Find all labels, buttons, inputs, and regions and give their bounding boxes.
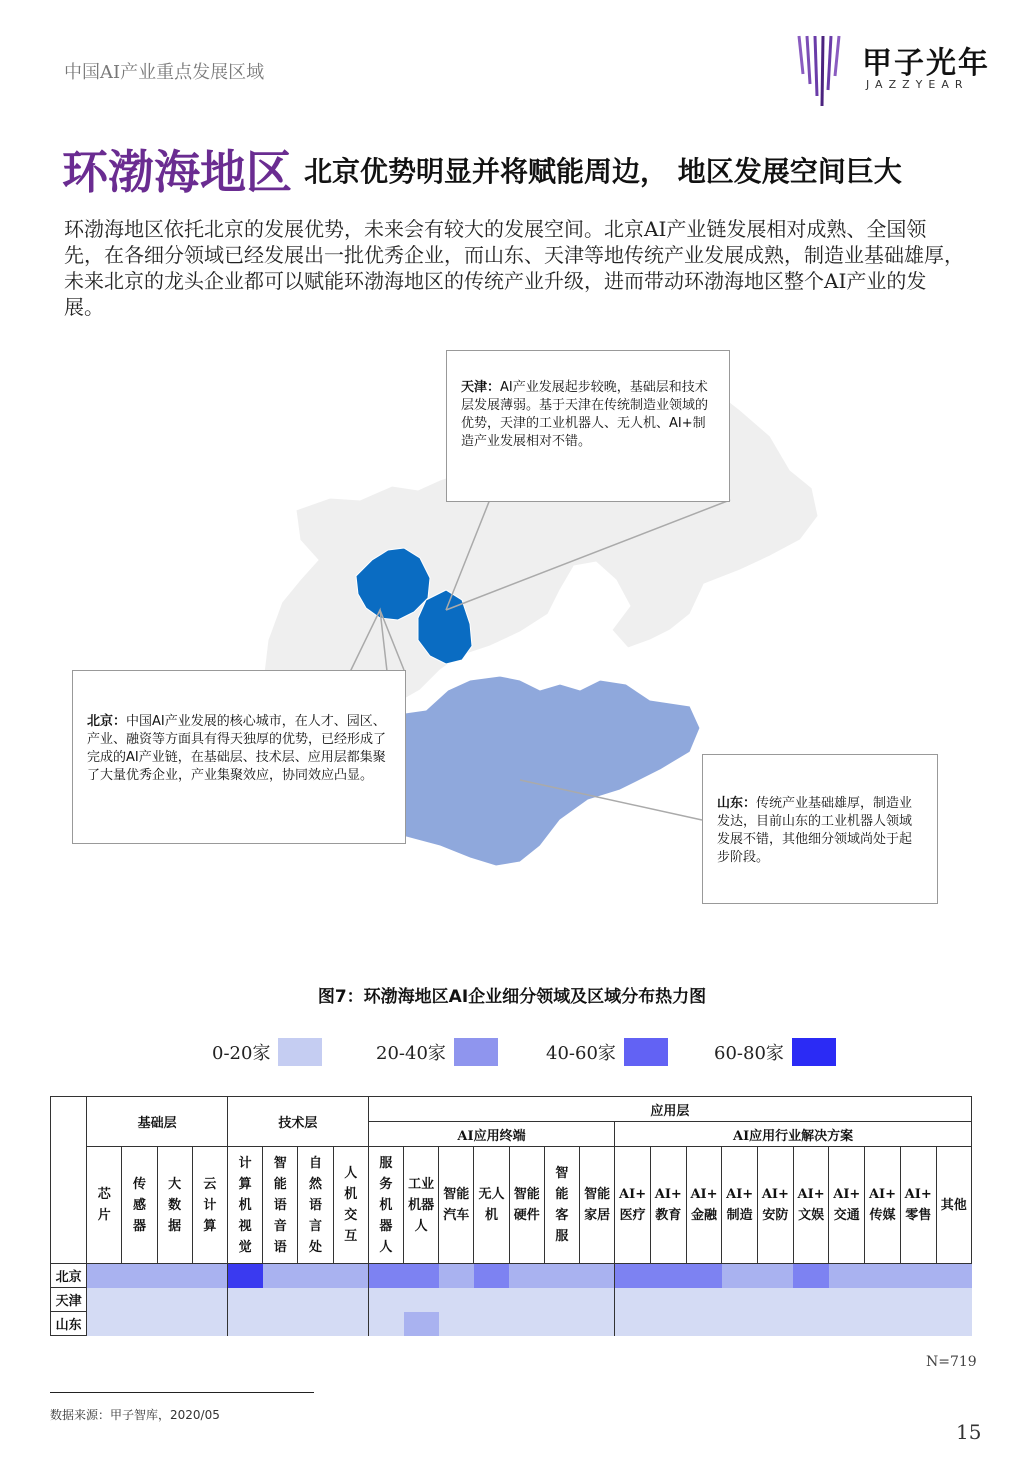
- heat-cell: [650, 1288, 686, 1312]
- intro-paragraph: 环渤海地区依托北京的发展优势，未来会有较大的发展空间。北京AI产业链发展相对成熟、全国领先，在各细分领域已经发展出一批优秀企业，而山东、天津等地传统产业发展成熟，制造业基础雄厚，未来北京的龙头企业都可以赋能环渤海地区的传统产业升级，进而带动环渤海地区整个AI产业的发展。: [64, 217, 964, 319]
- callout-shandong-text: 传统产业基础雄厚，制造业发达，目前山东的工业机器人领域发展不错，其他细分领域尚处于起步阶段。: [717, 796, 913, 865]
- heat-cell: [936, 1264, 971, 1288]
- heat-cell: [192, 1264, 227, 1288]
- heat-cell: [439, 1264, 474, 1288]
- section-header: 中国AI产业重点发展区域: [64, 62, 265, 83]
- category-header: AI+ 金融: [686, 1147, 722, 1264]
- data-source-note: 数据来源：甲子智库，2020/05: [50, 1408, 220, 1422]
- category-header: 传 感 器: [122, 1147, 157, 1264]
- legend-swatch: [278, 1038, 322, 1066]
- heat-cell: [439, 1312, 474, 1336]
- heat-cell: [263, 1264, 298, 1288]
- category-header: 自 然 语 言 处: [298, 1147, 333, 1264]
- heat-cell: [263, 1288, 298, 1312]
- heat-cell: [157, 1288, 192, 1312]
- page-title: 环渤海地区: [62, 145, 292, 199]
- heat-cell: [758, 1312, 794, 1336]
- legend-swatch: [454, 1038, 498, 1066]
- heat-cell: [263, 1312, 298, 1336]
- footnote-divider: [50, 1392, 314, 1393]
- row-header: 天津: [51, 1288, 87, 1312]
- category-header: 智能 家居: [580, 1147, 615, 1264]
- heat-cell: [509, 1312, 544, 1336]
- heat-cell: [650, 1264, 686, 1288]
- category-header: AI+ 安防: [758, 1147, 794, 1264]
- legend-item-2: [546, 1038, 668, 1066]
- callout-tianjin-label: 天津：: [461, 380, 501, 395]
- group-header: 技术层: [227, 1097, 368, 1147]
- heat-cell: [865, 1312, 901, 1336]
- heat-cell: [404, 1312, 439, 1336]
- heat-cell: [686, 1264, 722, 1288]
- heat-cell: [368, 1264, 403, 1288]
- heat-cell: [580, 1312, 615, 1336]
- category-header: AI+ 医疗: [615, 1147, 651, 1264]
- row-header: 山东: [51, 1312, 87, 1336]
- heat-cell: [87, 1264, 122, 1288]
- row-header: 北京: [51, 1264, 87, 1288]
- heat-cell: [544, 1264, 579, 1288]
- category-header: 云 计 算: [192, 1147, 227, 1264]
- heat-cell: [829, 1288, 865, 1312]
- heat-cell: [192, 1312, 227, 1336]
- heat-cell: [368, 1312, 403, 1336]
- heat-cell: [333, 1312, 368, 1336]
- heat-cell: [122, 1288, 157, 1312]
- heat-cell: [686, 1288, 722, 1312]
- heat-cell: [615, 1264, 651, 1288]
- callout-tianjin: [446, 350, 730, 502]
- heat-cell: [298, 1312, 333, 1336]
- heat-cell: [87, 1312, 122, 1336]
- heat-cell: [580, 1288, 615, 1312]
- heat-cell: [439, 1288, 474, 1312]
- category-header: AI+ 制造: [722, 1147, 758, 1264]
- legend-label: 60-80家: [714, 1043, 784, 1064]
- page-subtitle: 北京优势明显并将赋能周边， 地区发展空间巨大: [304, 155, 902, 188]
- heat-cell: [544, 1288, 579, 1312]
- heat-cell: [793, 1312, 829, 1336]
- category-header: AI+ 文娱: [793, 1147, 829, 1264]
- page-number: 15: [956, 1420, 982, 1444]
- corner-cell: [51, 1097, 87, 1264]
- callout-shandong: [702, 754, 938, 904]
- category-header: 智 能 客 服: [544, 1147, 579, 1264]
- heat-cell: [829, 1312, 865, 1336]
- heat-cell: [474, 1312, 509, 1336]
- heat-cell: [298, 1288, 333, 1312]
- figure-title: 图7：环渤海地区AI企业细分领域及区域分布热力图: [317, 987, 707, 1007]
- category-header: 工业 机器 人: [404, 1147, 439, 1264]
- heat-cell: [333, 1264, 368, 1288]
- heat-cell: [758, 1288, 794, 1312]
- heat-cell: [722, 1288, 758, 1312]
- brand-name-en: JAZZYEAR: [866, 78, 969, 91]
- heat-cell: [544, 1312, 579, 1336]
- subgroup-header: AI应用终端: [368, 1122, 614, 1147]
- heat-cell: [474, 1288, 509, 1312]
- category-header: 其他: [936, 1147, 971, 1264]
- legend-item-1: [376, 1038, 498, 1066]
- heat-cell: [122, 1312, 157, 1336]
- legend-swatch: [792, 1038, 836, 1066]
- legend-swatch: [624, 1038, 668, 1066]
- callout-shandong-label: 山东：: [717, 796, 757, 811]
- legend-item-0: [212, 1038, 322, 1066]
- heat-cell: [936, 1288, 971, 1312]
- heat-cell: [157, 1264, 192, 1288]
- legend-label: 40-60家: [546, 1043, 616, 1064]
- heat-cell: [865, 1288, 901, 1312]
- heat-cell: [509, 1288, 544, 1312]
- heat-cell: [900, 1264, 936, 1288]
- legend-label: 0-20家: [212, 1043, 271, 1064]
- category-header: 无人 机: [474, 1147, 509, 1264]
- heat-cell: [298, 1264, 333, 1288]
- heat-cell: [615, 1312, 651, 1336]
- heat-cell: [227, 1264, 262, 1288]
- heat-cell: [722, 1312, 758, 1336]
- category-header: AI+ 传媒: [865, 1147, 901, 1264]
- heat-cell: [936, 1312, 971, 1336]
- heat-cell: [227, 1288, 262, 1312]
- category-header: 芯 片: [87, 1147, 122, 1264]
- brand-name-cn: 甲子光年: [862, 46, 990, 81]
- heat-cell: [615, 1288, 651, 1312]
- category-header: 服 务 机 器 人: [368, 1147, 403, 1264]
- category-header: 大 数 据: [157, 1147, 192, 1264]
- heatmap-table: [50, 1096, 972, 1336]
- heat-cell: [865, 1264, 901, 1288]
- sample-size-note: N=719: [926, 1354, 977, 1370]
- callout-beijing-label: 北京：: [87, 714, 127, 729]
- callout-tianjin-text: AI产业发展起步较晚，基础层和技术层发展薄弱。基于天津在传统制造业领域的优势，天津的工业机器人、无人机、AI+制造产业发展相对不错。: [461, 380, 709, 449]
- group-header: 基础层: [87, 1097, 228, 1147]
- heat-cell: [509, 1264, 544, 1288]
- category-header: AI+ 零售: [900, 1147, 936, 1264]
- category-header: AI+ 交通: [829, 1147, 865, 1264]
- legend-label: 20-40家: [376, 1043, 446, 1064]
- category-header: 智 能 语 音 语: [263, 1147, 298, 1264]
- category-header: 计 算 机 视 觉: [227, 1147, 262, 1264]
- heat-cell: [192, 1288, 227, 1312]
- heat-cell: [404, 1264, 439, 1288]
- heat-cell: [580, 1264, 615, 1288]
- heat-cell: [686, 1312, 722, 1336]
- heat-cell: [157, 1312, 192, 1336]
- heat-cell: [793, 1288, 829, 1312]
- heat-cell: [122, 1264, 157, 1288]
- heat-cell: [368, 1288, 403, 1312]
- heat-cell: [722, 1264, 758, 1288]
- heat-cell: [900, 1288, 936, 1312]
- heat-cell: [404, 1288, 439, 1312]
- heat-cell: [87, 1288, 122, 1312]
- category-header: 人 机 交 互: [333, 1147, 368, 1264]
- heat-cell: [758, 1264, 794, 1288]
- subgroup-header: AI应用行业解决方案: [615, 1122, 972, 1147]
- heat-cell: [793, 1264, 829, 1288]
- heat-cell: [227, 1312, 262, 1336]
- category-header: 智能 汽车: [439, 1147, 474, 1264]
- callout-beijing: [72, 670, 406, 844]
- category-header: 智能 硬件: [509, 1147, 544, 1264]
- heat-cell: [829, 1264, 865, 1288]
- callout-beijing-text: 中国AI产业发展的核心城市，在人才、园区、产业、融资等方面具有得天独厚的优势，已经形成了完成的AI产业链，在基础层、技术层、应用层都集聚了大量优秀企业，产业集聚效应，协同效应凸显。: [87, 714, 387, 783]
- group-header: 应用层: [368, 1097, 971, 1122]
- heat-cell: [900, 1312, 936, 1336]
- heat-cell: [474, 1264, 509, 1288]
- legend-item-3: [714, 1038, 836, 1066]
- category-header: AI+ 教育: [650, 1147, 686, 1264]
- heat-cell: [333, 1288, 368, 1312]
- heat-cell: [650, 1312, 686, 1336]
